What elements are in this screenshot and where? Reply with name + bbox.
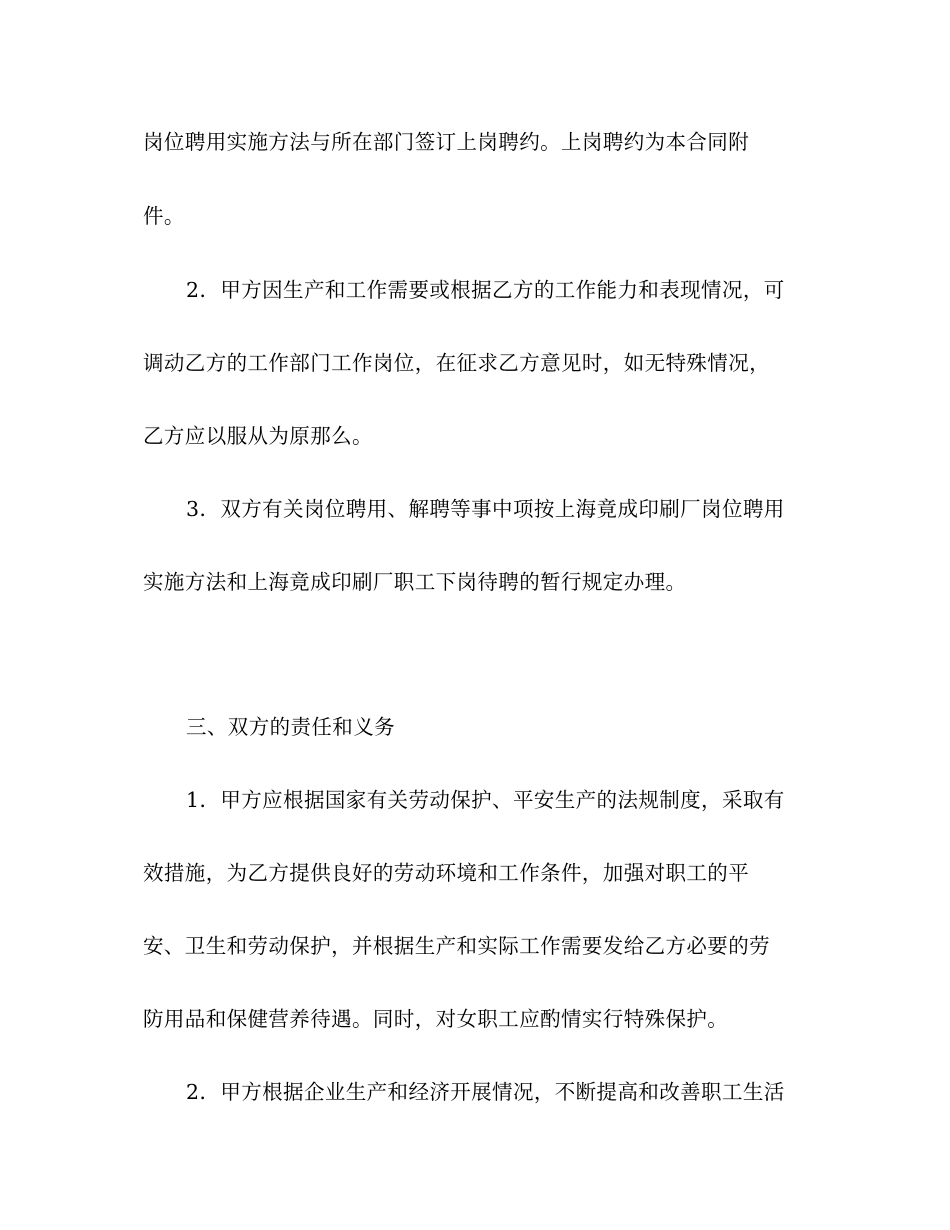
section-heading: 三、双方的责任和义务 [186, 715, 395, 739]
text-line: 岗位聘用实施方法与所在部门签订上岗聘约。上岗聘约为本合同附 [143, 130, 750, 154]
text-line: 实施方法和上海竟成印刷厂职工下岗待聘的暂行规定办理。 [143, 570, 687, 594]
paragraph-start-line: 2．甲方因生产和工作需要或根据乙方的工作能力和表现情况，可 [186, 278, 785, 302]
text-line: 调动乙方的工作部门工作岗位，在征求乙方意见时，如无特殊情况， [143, 351, 770, 375]
text-line: 安、卫生和劳动保护，并根据生产和实际工作需要发给乙方必要的劳 [143, 934, 770, 958]
text-line: 件。 [143, 204, 185, 228]
text-line: 乙方应以服从为原那么。 [143, 424, 373, 448]
text-line: 防用品和保健营养待遇。同时，对女职工应酌情实行特殊保护。 [143, 1007, 729, 1031]
text-line: 效措施，为乙方提供良好的劳动环境和工作条件，加强对职工的平 [143, 861, 750, 885]
paragraph-start-line: 1．甲方应根据国家有关劳动保护、平安生产的法规制度，采取有 [186, 788, 785, 812]
paragraph-start-line: 3．双方有关岗位聘用、解聘等事中项按上海竟成印刷厂岗位聘用 [186, 497, 785, 521]
paragraph-start-line: 2．甲方根据企业生产和经济开展情况，不断提高和改善职工生活 [186, 1080, 785, 1104]
